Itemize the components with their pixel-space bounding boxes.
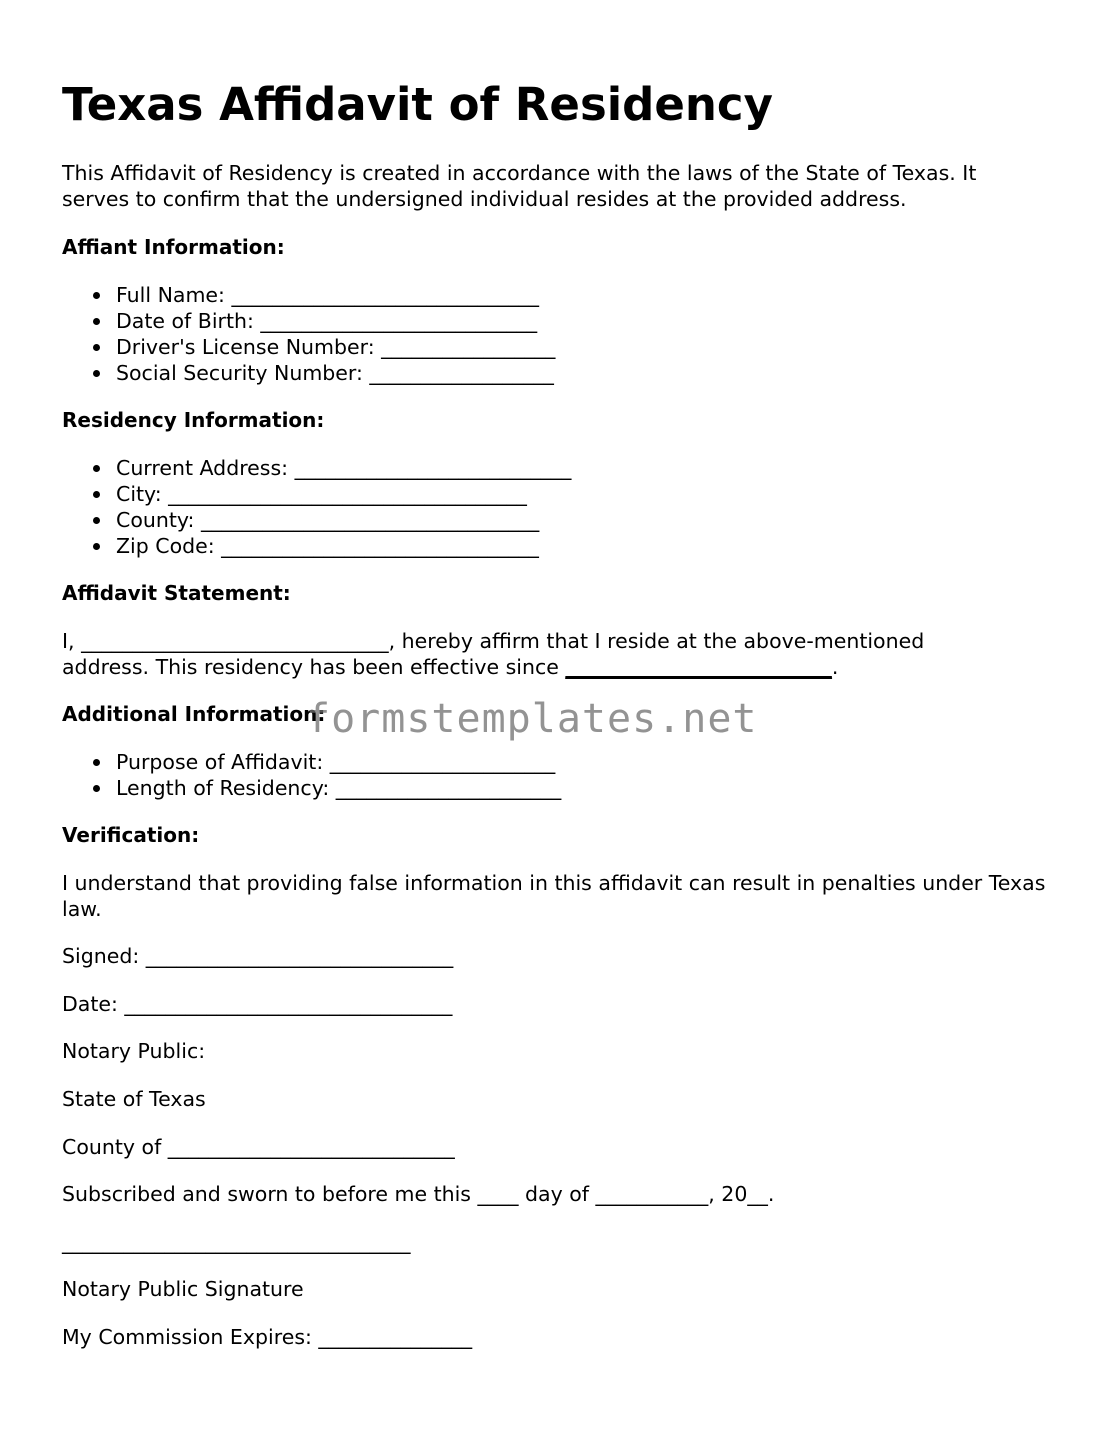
county-of-line: County of ____________________________ — [62, 1135, 455, 1159]
intro-paragraph: This Affidavit of Residency is created in accordance with the laws of the State of Texas. It serves to confirm that the undersigned individual resides at the provided address. — [62, 161, 977, 211]
signed-line: Signed: ______________________________ — [62, 944, 454, 968]
residency-list — [62, 455, 571, 559]
date-line: Date: ________________________________ — [62, 992, 453, 1016]
drivers-license-field: Driver's License Number: _________________ — [62, 334, 555, 360]
document-title: Texas Affidavit of Residency — [62, 78, 773, 131]
effective-since-blank: __________________________ — [565, 655, 832, 679]
purpose-field: Purpose of Affidavit: ______________________ — [62, 749, 561, 775]
statement-line-2-period: . — [831, 655, 839, 679]
ssn-field: Social Security Number: __________________ — [62, 360, 555, 386]
statement-line-2-text: address. This residency has been effective since — [62, 655, 566, 679]
full-name-field: Full Name: ______________________________ — [62, 282, 555, 308]
county-field: County: _________________________________ — [62, 507, 571, 533]
city-field: City: ___________________________________ — [62, 481, 571, 507]
additional-list — [62, 749, 561, 801]
verification-heading: Verification: — [62, 823, 200, 847]
date-of-birth-field: Date of Birth: ___________________________ — [62, 308, 555, 334]
affiant-list — [62, 282, 555, 386]
zip-code-field: Zip Code: _______________________________ — [62, 533, 571, 559]
subscribed-line: Subscribed and sworn to before me this ____ day of ___________, 20__. — [62, 1182, 775, 1206]
statement-line-2 — [62, 654, 838, 680]
current-address-field: Current Address: ___________________________ — [62, 455, 571, 481]
notary-signature-label: Notary Public Signature — [62, 1277, 304, 1301]
state-label: State of Texas — [62, 1087, 206, 1111]
statement-line-1: I, ______________________________, hereby affirm that I reside at the above-mentioned — [62, 629, 925, 653]
residency-heading: Residency Information: — [62, 408, 325, 432]
length-of-residency-field: Length of Residency: ______________________ — [62, 775, 561, 801]
additional-heading: Additional Information: — [62, 702, 326, 726]
statement-heading: Affidavit Statement: — [62, 581, 291, 605]
notary-signature-line: __________________________________ — [62, 1230, 411, 1254]
commission-expires-line: My Commission Expires: _______________ — [62, 1325, 473, 1349]
notary-public-label: Notary Public: — [62, 1039, 206, 1063]
verification-text: I understand that providing false information in this affidavit can result in penalties under Texas law. — [62, 871, 1046, 921]
watermark-text: formstemplates.net — [306, 696, 758, 742]
affiant-heading: Affiant Information: — [62, 235, 285, 259]
